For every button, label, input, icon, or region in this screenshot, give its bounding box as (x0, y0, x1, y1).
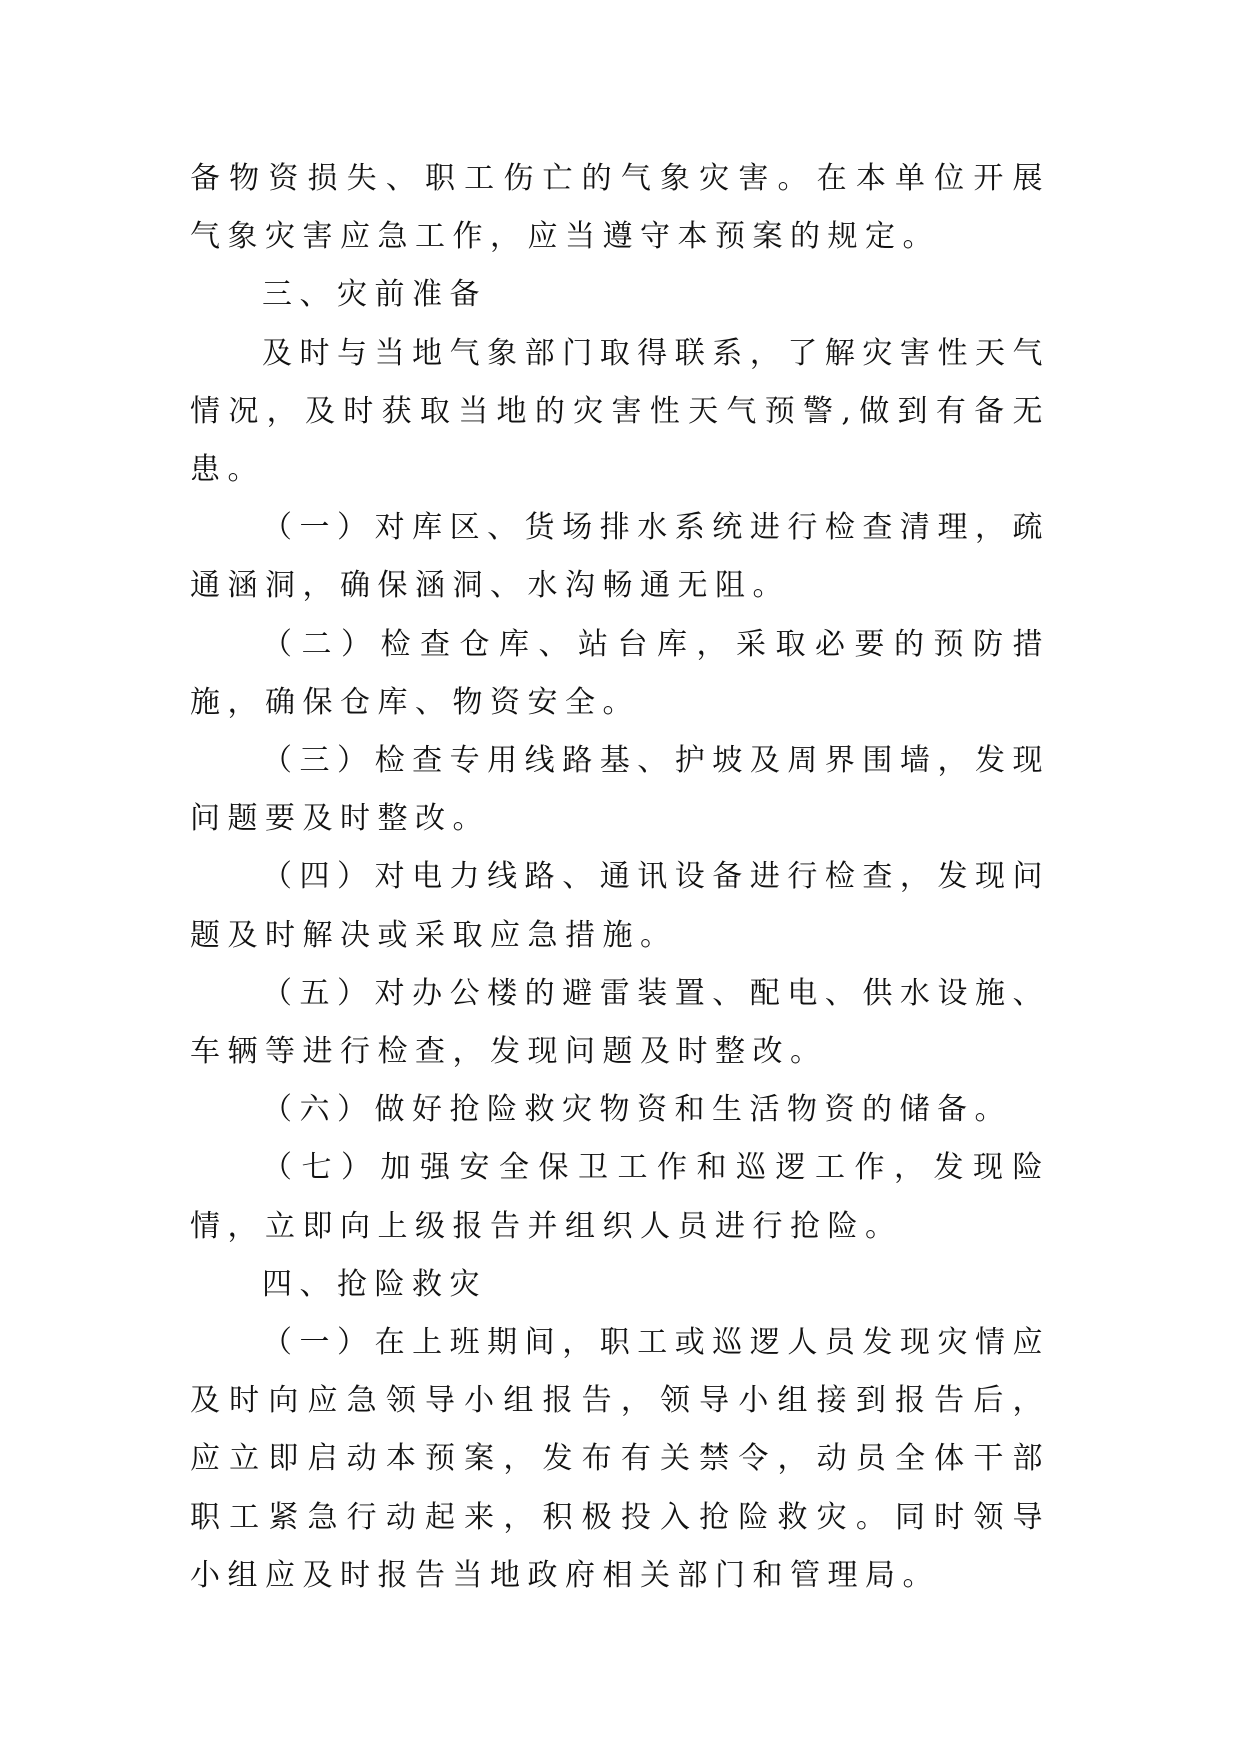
list-item-5-office-building-check: （五）对办公楼的避雷装置、配电、供水设施、车辆等进行检查，发现问题及时整改。 (190, 975, 1050, 1070)
list-item-1-report-disaster: （一）在上班期间，职工或巡逻人员发现灾情应及时向应急领导小组报告，领导小组接到报告后，应立即启动本预案，发布有关禁令，动员全体干部职工紧急行动起来，积极投入抢险救灾。同时领导小组应及时报告当地政府相关部门和管理局。 (190, 1325, 1050, 1593)
paragraph-scope-continuation: 备物资损失、职工伤亡的气象灾害。在本单位开展气象灾害应急工作，应当遵守本预案的规定。 (190, 161, 1050, 255)
paragraph-contact-weather-department: 及时与当地气象部门取得联系，了解灾害性天气情况，及时获取当地的灾害性天气预警,做到有备无患。 (190, 335, 1050, 488)
document-body (190, 150, 1050, 1605)
list-item-1-drainage-check: （一）对库区、货场排水系统进行检查清理，疏通涵洞，确保涵洞、水沟畅通无阻。 (190, 510, 1050, 604)
list-item-6-supplies-reserve: （六）做好抢险救灾物资和生活物资的储备。 (262, 1092, 1012, 1128)
list-item-2-warehouse-check: （二）检查仓库、站台库，采取必要的预防措施，确保仓库、物资安全。 (190, 626, 1050, 720)
section-heading-pre-disaster-preparation: 三、灾前准备 (262, 277, 487, 313)
list-item-3-roadbed-check: （三）检查专用线路基、护坡及周界围墙，发现问题要及时整改。 (190, 743, 1050, 837)
section-heading-emergency-rescue: 四、抢险救灾 (262, 1266, 487, 1302)
list-item-7-security-patrol: （七）加强安全保卫工作和巡逻工作，发现险情，立即向上级报告并组织人员进行抢险。 (190, 1150, 1050, 1244)
list-item-4-power-lines-check: （四）对电力线路、通讯设备进行检查，发现问题及时解决或采取应急措施。 (190, 859, 1050, 953)
